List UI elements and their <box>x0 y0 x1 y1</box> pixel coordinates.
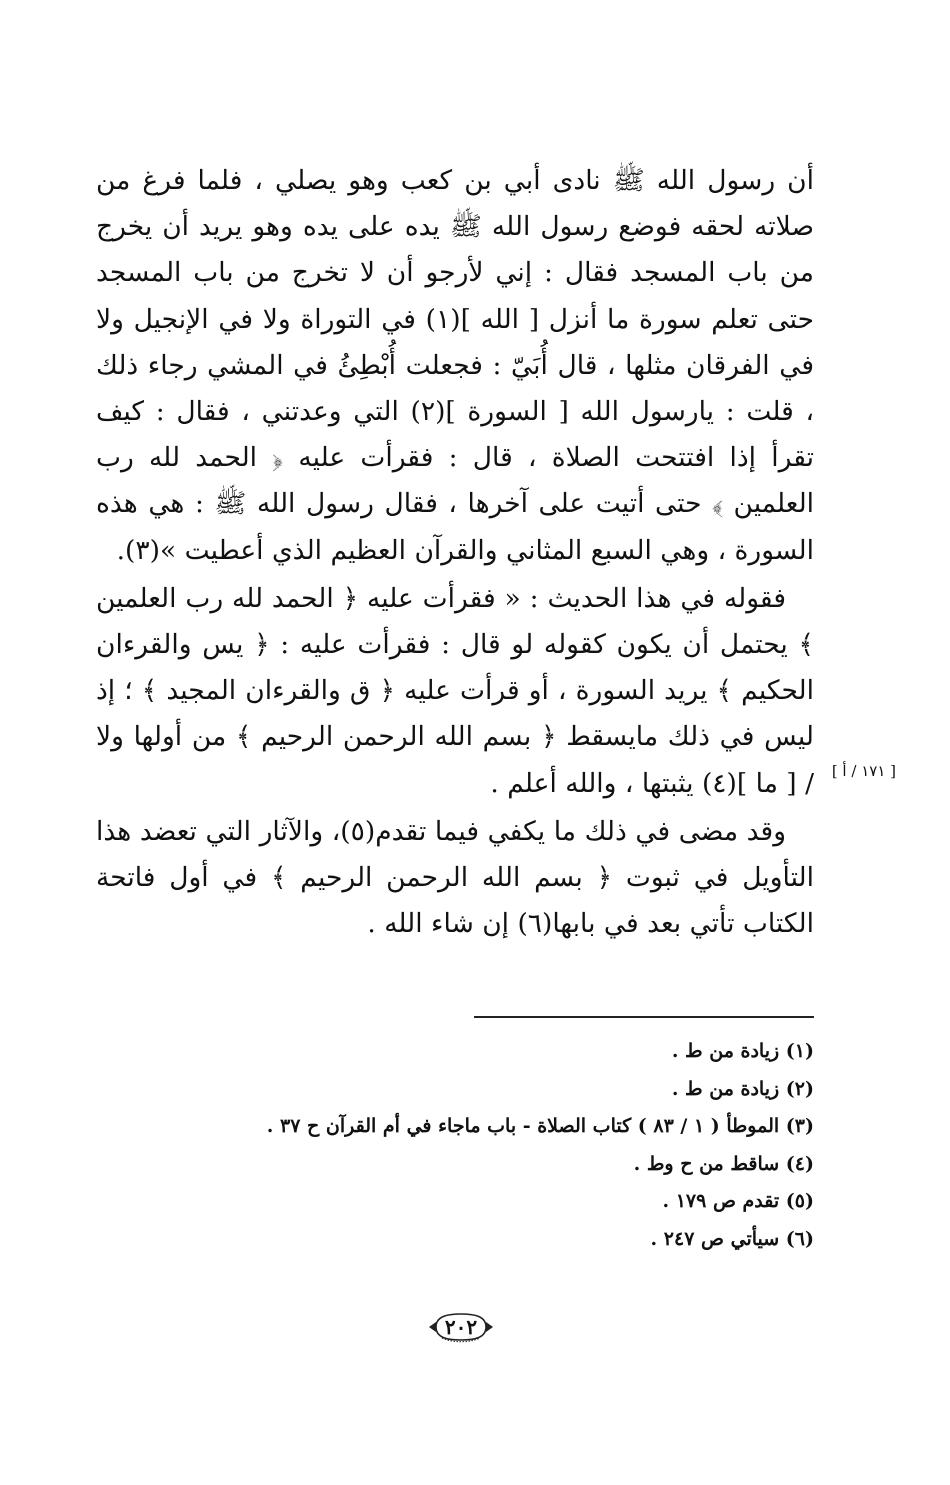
manuscript-folio-marker: [ ١٧١ / أ ] <box>831 762 896 780</box>
footnote-1: (١) زيادة من ط . <box>671 1040 814 1062</box>
paragraph-3: وقد مضى في ذلك ما يكفي فيما تقدم(٥)، والآثار التي تعضد هذا التأويل في ثبوت ﴿ بسم الله الرحمن الرحيم ﴾ في أول فاتحة الكتاب تأتي بعد في بابها(٦) إن شاء الله . <box>96 815 814 940</box>
main-text-block <box>96 158 814 947</box>
footnote-2: (٢) زيادة من ط . <box>671 1077 814 1100</box>
footnotes-block <box>96 1033 814 1258</box>
footnote-4: (٤) ساقط من ح وط . <box>633 1152 814 1175</box>
footnote-6: (٦) سيأتي ص ٢٤٧ . <box>650 1227 814 1250</box>
paragraph-1: أن رسول الله ﷺ نادى أبي بن كعب وهو يصلي ، فلما فرغ من صلاته لحقه فوضع رسول الله ﷺ يده على يده وهو يريد أن يخرج من باب المسجد فقال : إني لأرجو أن لا تخرج من باب المسجد حتى تعلم سورة ما أنزل [ الله ](١) في التوراة ولا في الإنجيل ولا في الفرقان مثلها ، قال أُبَيّ : فجعلت أُبْطِئُ في المشي رجاء ذلك ، قلت : يارسول الله [ السورة ](٢) التي وعدتني ، فقال : كيف تقرأ إذا افتتحت الصلاة ، قال : فقرأت عليه ﴿ الحمد لله رب العلمين ﴾ حتى أتيت على آخرها ، فقال رسول الله ﷺ : هي هذه السورة ، وهي السبع المثاني والقرآن العظيم الذي أعطيت »(٣). <box>96 165 815 566</box>
page-number-text: ٢٠٢ <box>444 1315 478 1339</box>
footnote-divider <box>474 1016 814 1018</box>
page-number <box>426 1310 496 1344</box>
footnote-3: (٣) الموطأ ( ١ / ٨٣ ) كتاب الصلاة - باب ماجاء في أم القرآن ح ٣٧ . <box>266 1115 814 1137</box>
paragraph-2: فقوله في هذا الحديث : « فقرأت عليه ﴿ الحمد لله رب العلمين ﴾ يحتمل أن يكون كقوله لو قال : فقرأت عليه : ﴿ يس والقرءان الحكيم ﴾ يريد السورة ، أو قرأت عليه ﴿ ق والقرءان المجيد ﴾ ؛ إذ ليس في ذلك مايسقط ﴿ بسم الله الرحمن الرحيم ﴾ من أولها ولا / [ ما ](٤) يثبتها ، والله أعلم . <box>96 582 814 799</box>
footnote-5: (٥) تقدم ص ١٧٩ . <box>662 1190 814 1212</box>
